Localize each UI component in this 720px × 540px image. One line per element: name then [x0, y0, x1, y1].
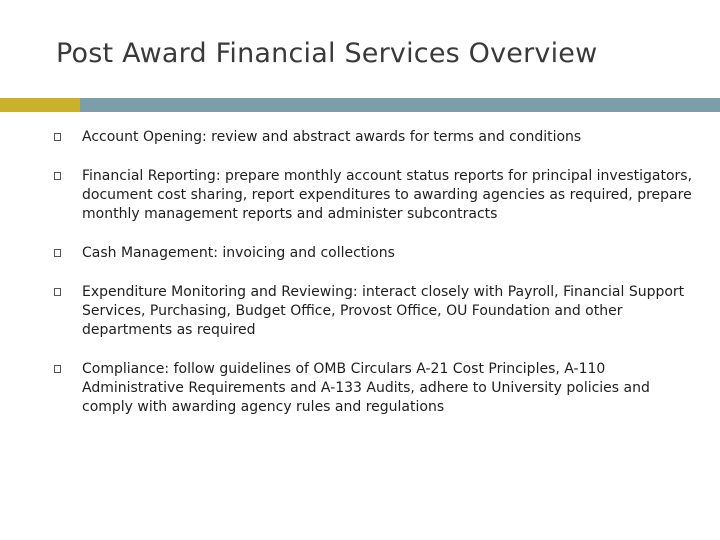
- list-item: [54, 283, 694, 340]
- bullet-list: [54, 128, 694, 417]
- list-item-text: Financial Reporting: prepare monthly account status reports for principal investigators, document cost sharing, report expenditures to awarding agencies as required, prepare monthly management reports and administer subcontracts: [82, 168, 693, 222]
- slide-title: Post Award Financial Services Overview: [56, 38, 598, 69]
- list-item: [54, 167, 694, 224]
- list-item-text: Cash Management: invoicing and collections: [82, 245, 395, 261]
- square-bullet-icon: [54, 365, 61, 373]
- square-bullet-icon: [54, 288, 61, 296]
- square-bullet-icon: [54, 249, 61, 257]
- square-bullet-icon: [54, 172, 61, 180]
- list-item-text: Account Opening: review and abstract awards for terms and conditions: [82, 129, 582, 145]
- title-divider-bar: [80, 98, 720, 112]
- title-accent-bar: [0, 98, 80, 112]
- list-item: [54, 360, 694, 417]
- list-item: [54, 244, 694, 263]
- list-item-text: Compliance: follow guidelines of OMB Circulars A-21 Cost Principles, A-110 Administrative Requirements and A-133 Audits, adhere to University policies and comply with awarding agency rules and regulations: [82, 361, 650, 415]
- list-item: [54, 128, 694, 147]
- square-bullet-icon: [54, 133, 61, 141]
- list-item-text: Expenditure Monitoring and Reviewing: interact closely with Payroll, Financial Support Services, Purchasing, Budget Office, Provost Office, OU Foundation and other departments as required: [82, 284, 685, 338]
